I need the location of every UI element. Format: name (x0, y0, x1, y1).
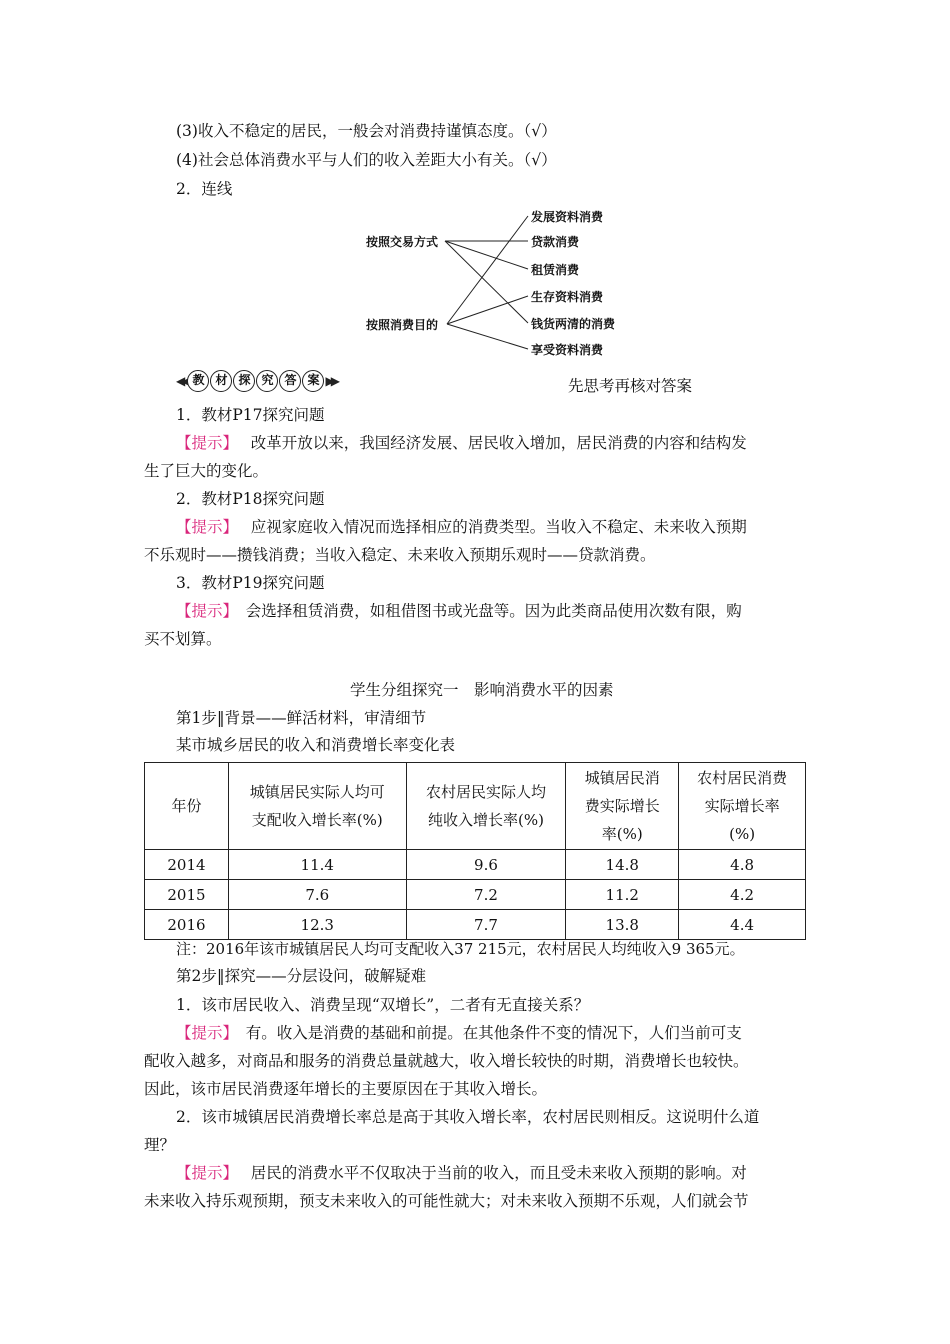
think-first-note: 先思考再核对答案 (568, 377, 693, 395)
inquiry-q2-line2: 理？ (144, 1136, 176, 1154)
inquiry-q2-line1: 2．该市城镇居民消费增长率总是高于其收入增长率，农村居民则相反。这说明什么道 (176, 1108, 760, 1126)
textbook-a2-line2: 不乐观时——攒钱消费；当收入稳定、未来收入预期乐观时——贷款消费。 (144, 546, 656, 564)
section-title: 学生分组探究一 影响消费水平的因素 (350, 681, 614, 699)
cell: 7.6 (228, 880, 406, 910)
textbook-q3: 3．教材P19探究问题 (176, 574, 325, 592)
table-row (145, 910, 806, 940)
cell: 12.3 (228, 910, 406, 940)
table-row (145, 850, 806, 880)
match-heading: 2．连线 (176, 180, 233, 198)
header-urban-income: 城镇居民实际人均可 支配收入增长率(%) (228, 763, 406, 850)
table-note: 注：2016年该市城镇居民人均可支配收入37 215元，农村居民人均纯收入9 365元。 (176, 940, 745, 958)
double-right-arrow-icon: ▶▶ (325, 374, 336, 388)
tip-label: 【提示】 (176, 1024, 231, 1042)
inquiry-a2-line1: 【提示】 居民的消费水平不仅取决于当前的收入，而且受未来收入预期的影响。对 (176, 1164, 747, 1182)
cell: 4.2 (679, 880, 806, 910)
link-trade-rent (445, 241, 528, 269)
inquiry-a2-line2: 未来收入持乐观预期，预支未来收入的可能性就大；对未来收入预期不乐观，人们就会节 (144, 1192, 749, 1210)
header-year: 年份 (145, 763, 229, 850)
link-purpose-enjoy (447, 324, 528, 349)
right-label-cash: 钱货两清的消费 (531, 317, 616, 331)
table-row (145, 880, 806, 910)
cell: 11.2 (566, 880, 679, 910)
tip-label: 【提示】 (176, 1164, 231, 1182)
cell: 7.2 (406, 880, 566, 910)
right-label-survive: 生存资料消费 (531, 290, 604, 304)
cell: 4.4 (679, 910, 806, 940)
step1-heading: 第1步‖背景——鲜活材料，审清细节 (176, 709, 427, 727)
cell: 4.8 (679, 850, 806, 880)
right-label-rent: 租赁消费 (531, 263, 580, 277)
inquiry-a1-line1: 【提示】 有。收入是消费的基础和前提。在其他条件不变的情况下，人们当前可支 (176, 1024, 742, 1042)
badge-char: 究 (256, 370, 278, 392)
header-urban-consumption: 城镇居民消 费实际增长 率(%) (566, 763, 679, 850)
inquiry-a1-line2: 配收入越多，对商品和服务的消费总量就越大，收入增长较快的时期，消费增长也较快。 (144, 1052, 749, 1070)
cell: 14.8 (566, 850, 679, 880)
step2-heading: 第2步‖探究——分层设问，破解疑难 (176, 967, 427, 985)
badge-char: 探 (233, 370, 255, 392)
textbook-a1-line1: 【提示】 改革开放以来，我国经济发展、居民收入增加，居民消费的内容和结构发 (176, 434, 747, 452)
left-label-purpose: 按照消费目的 (366, 318, 439, 332)
matching-diagram (360, 200, 640, 365)
inquiry-q1: 1．该市居民收入、消费呈现“双增长”，二者有无直接关系？ (176, 996, 590, 1014)
textbook-a3-line2: 买不划算。 (144, 630, 222, 648)
judge-item-3: (3)收入不稳定的居民，一般会对消费持谨慎态度。（√） (176, 122, 557, 140)
badge-char: 答 (279, 370, 301, 392)
right-label-develop: 发展资料消费 (531, 210, 604, 224)
badge-char: 材 (210, 370, 232, 392)
tip-label: 【提示】 (176, 518, 231, 536)
badge-char: 案 (302, 370, 324, 392)
double-left-arrow-icon: ◀◀ (176, 374, 187, 388)
header-rural-income: 农村居民实际人均 纯收入增长率(%) (406, 763, 566, 850)
judge-item-4: (4)社会总体消费水平与人们的收入差距大小有关。（√） (176, 151, 557, 169)
left-label-trade: 按照交易方式 (366, 235, 439, 249)
cell: 7.7 (406, 910, 566, 940)
tip-label: 【提示】 (176, 602, 231, 620)
textbook-a3-line1: 【提示】 会选择租赁消费，如租借图书或光盘等。因为此类商品使用次数有限，购 (176, 602, 742, 620)
cell: 2015 (145, 880, 229, 910)
right-label-loan: 贷款消费 (531, 235, 580, 249)
cell: 13.8 (566, 910, 679, 940)
textbook-q1: 1．教材P17探究问题 (176, 406, 325, 424)
cell: 9.6 (406, 850, 566, 880)
inquiry-a1-line3: 因此，该市居民消费逐年增长的主要原因在于其收入增长。 (144, 1080, 548, 1098)
table-title: 某市城乡居民的收入和消费增长率变化表 (176, 736, 456, 754)
textbook-a2-line1: 【提示】 应视家庭收入情况而选择相应的消费类型。当收入不稳定、未来收入预期 (176, 518, 747, 536)
cell: 2016 (145, 910, 229, 940)
cell: 2014 (145, 850, 229, 880)
tip-label: 【提示】 (176, 434, 231, 452)
right-label-enjoy: 享受资料消费 (531, 343, 604, 357)
textbook-q2: 2．教材P18探究问题 (176, 490, 325, 508)
link-purpose-survive (447, 296, 528, 324)
textbook-a1-line2: 生了巨大的变化。 (144, 462, 269, 480)
cell: 11.4 (228, 850, 406, 880)
income-consumption-table (144, 762, 806, 940)
header-rural-consumption: 农村居民消费 实际增长率 (%) (679, 763, 806, 850)
badge-char: 教 (187, 370, 209, 392)
textbook-answer-badge (176, 370, 336, 392)
table-header-row (145, 763, 806, 850)
link-purpose-develop (447, 216, 528, 324)
